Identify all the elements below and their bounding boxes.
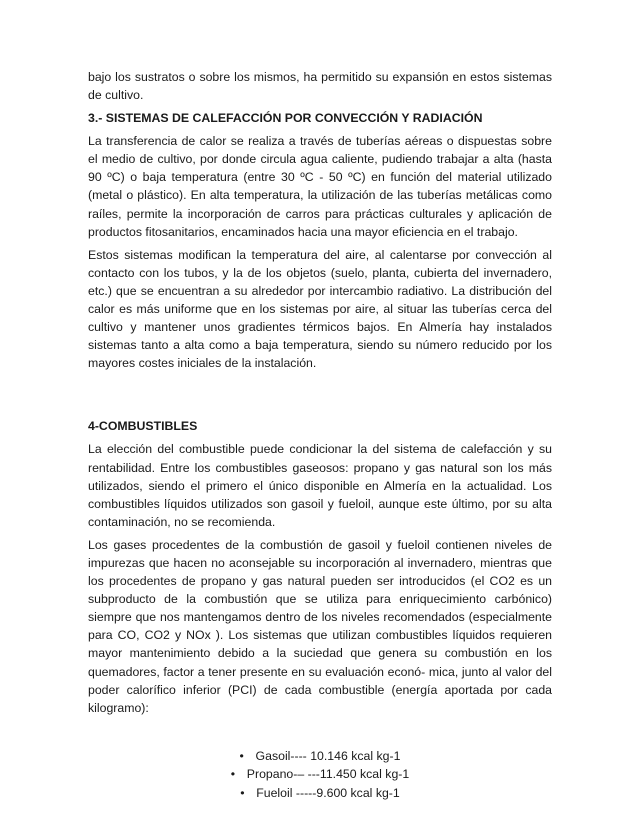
list-item xyxy=(88,784,552,803)
list-item xyxy=(88,747,552,766)
section-3-paragraph-1: La transferencia de calor se realiza a través de tuberías aéreas o dispuestas sobre el medio de cultivo, por donde circula agua caliente, pudiendo trabajar a alta (hasta 90 ºC) o baja temperatura (entre 30 ºC - 50 ºC) en función del material utilizado (metal o plástico). En alta temperatura, la utilización de las tuberías metálicas como raíles, permite la incorporación de carros para prácticas culturales y aplicación de productos fitosanitarios, encaminados hacia una mayor eficiencia en el trabajo. xyxy=(88,134,552,239)
fuel-propano: Propano-– ---11.450 kcal kg-1 xyxy=(246,767,410,782)
section-4-heading: 4-COMBUSTIBLES xyxy=(88,419,198,434)
document-page xyxy=(88,68,552,802)
fuel-fueloil: Fueloil -----9.600 kcal kg-1 xyxy=(256,785,400,800)
fuel-gasoil: Gasoil---- 10.146 kcal kg-1 xyxy=(255,748,401,763)
fuel-list xyxy=(88,747,552,803)
intro-paragraph: bajo los sustratos o sobre los mismos, ha permitido su expansión en estos sistemas de cultivo. xyxy=(88,70,552,103)
section-3-paragraph-2: Estos sistemas modifican la temperatura del aire, al calentarse por convección al contacto con los tubos, y la de los objetos (suelo, planta, cubierta del invernadero, etc.) que se encuentran a su alrededor por intercambio radiativo. La distribución del calor es más uniforme que en los sistemas por aire, al situar las tuberías cerca del cultivo y mantener unos gradientes térmicos bajos. En Almería hay instalados sistemas tanto a alta como a baja temperatura, siendo su número reducido por los mayores costes iniciales de la instalación. xyxy=(88,247,552,371)
list-item xyxy=(88,765,552,784)
bullet-icon: • xyxy=(230,767,236,782)
section-4-paragraph-1: La elección del combustible puede condicionar la del sistema de calefacción y su rentabilidad. Entre los combustibles gaseosos: propano y gas natural son los más utilizados, siendo el primero el único disponible en Almería en la actualidad. Los combustibles líquidos utilizados son gasoil y fueloil, aunque este último, por su alta contaminación, no se recomienda. xyxy=(88,442,552,529)
section-4-paragraph-2: Los gases procedentes de la combustión de gasoil y fueloil contienen niveles de impurezas que hacen no aconsejable su incorporación al invernadero, mientras que los procedentes de propano y gas natural pueden ser introducidos (el CO2 es un subproducto de la combustión que se utiliza para enriquecimiento carbónico) siempre que nos mantengamos dentro de los niveles recomendados (especialmente para CO, CO2 y NOx ). Los sistemas que utilizan combustibles líquidos requieren mayor mantenimiento debido a la suciedad que genera su combustión en los quemadores, factor a tener presente en su evaluación econó- mica, junto al valor del poder calorífico inferior (PCI) de cada combustible (energía aportada por cada kilogramo): xyxy=(88,537,552,715)
bullet-icon: • xyxy=(240,785,245,800)
section-3-heading: 3.- SISTEMAS DE CALEFACCIÓN POR CONVECCIÓN Y RADIACIÓN xyxy=(88,111,483,126)
bullet-icon: • xyxy=(239,748,244,763)
